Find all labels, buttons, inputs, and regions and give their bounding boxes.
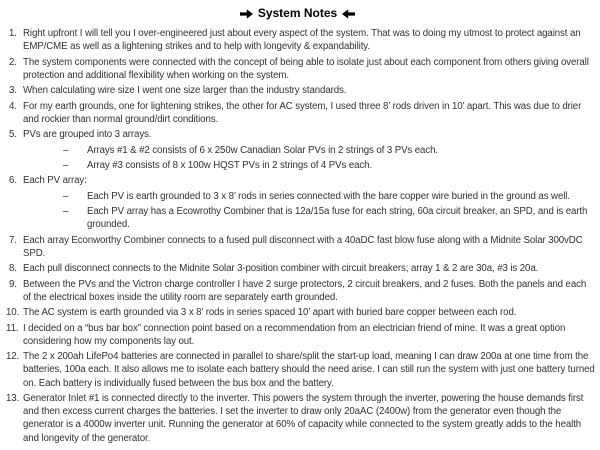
- note-number: 11.: [6, 322, 19, 334]
- note-number: 1.: [9, 28, 17, 39]
- note-subitem: [23, 190, 595, 203]
- note-item: [0, 322, 595, 348]
- note-number: 4.: [9, 100, 17, 112]
- note-item: [0, 278, 595, 304]
- note-number: 2.: [9, 56, 17, 68]
- note-subitem: [23, 144, 595, 157]
- note-text: Each PV array:: [23, 175, 87, 187]
- sub-bullet-dash: –: [63, 144, 69, 156]
- sub-text: Each PV is earth grounded to 3 x 8’ rods in series connected with the bare copper wire buried in the ground as well.: [87, 190, 570, 202]
- note-text: Each pull disconnect connects to the Midnite Solar 3-position combiner with circuit breakers; array 1 & 2 are 30a, #3 is 20a.: [23, 263, 539, 275]
- note-number: 9.: [9, 278, 17, 290]
- note-item: [0, 174, 595, 231]
- sub-bullet-dash: –: [63, 206, 69, 218]
- note-text: Between the PVs and the Victron charge controller I have 2 surge protectors, 2 circuit breakers, and 2 fuses. Both the panels and each of the electrical boxes inside the utility room are separately earth grounded.: [23, 278, 587, 303]
- note-number: 3.: [9, 85, 17, 97]
- notes-list: [0, 27, 595, 445]
- note-number: 7.: [9, 234, 17, 246]
- sub-text: Arrays #1 & #2 consists of 6 x 250w Canadian Solar PVs in 2 strings of 3 PVs each.: [87, 144, 438, 156]
- note-text: The 2 x 200ah LifePo4 batteries are connected in parallel to share/split the start-up load, meaning I can draw 200a at one time from the batteries, 100a each. It also allows me to isolate each battery should the need arise. I can still run the system with just one battery turned on. Each battery is individually fused between the bus box and the battery.: [23, 351, 595, 389]
- note-number: 10.: [6, 307, 20, 319]
- note-text: PVs are grouped into 3 arrays.: [23, 129, 152, 141]
- note-text: When calculating wire size I went one size larger than the industry standards.: [23, 85, 347, 97]
- note-item: [0, 100, 595, 126]
- note-item: [0, 306, 595, 319]
- sub-bullet-dash: –: [63, 190, 69, 202]
- note-number: 6.: [9, 175, 17, 187]
- note-text: Each array Econworthy Combiner connects to a fused pull disconnect with a 40aDC fast blow fuse along with a Midnite Solar 300vDC SPD.: [23, 234, 583, 259]
- note-item: [0, 234, 595, 260]
- note-item: [0, 27, 595, 53]
- note-number: 12.: [6, 351, 20, 363]
- note-number: 8.: [9, 263, 17, 275]
- note-item: [0, 84, 595, 97]
- note-item: [0, 262, 595, 275]
- title-text: System Notes: [257, 6, 338, 20]
- note-subitem: [23, 205, 595, 231]
- note-item: [0, 128, 595, 172]
- note-text: The system components were connected with the concept of being able to isolate just about each component from others giving overall protection and additional flexibility when working on the system.: [23, 56, 589, 81]
- note-text: Right upfront I will tell you I over-engineered just about every aspect of the system. That was to doing my utmost to protect against an EMP/CME as well as a lightening strikes and to help with longevity & expandability.: [23, 28, 581, 53]
- note-item: [0, 56, 595, 82]
- note-number: 13.: [6, 393, 20, 405]
- note-item: [0, 392, 595, 445]
- note-subitem: [23, 159, 595, 172]
- note-text: The AC system is earth grounded via 3 x 8’ rods in series spaced 10’ apart with buried bare copper between each rod.: [23, 307, 517, 319]
- note-number: 5.: [9, 129, 17, 141]
- sub-text: Each PV array has a Ecowrothy Combiner that is 12a/15a fuse for each string, 60a circuit breaker, an SPD, and is earth grounded.: [87, 206, 588, 231]
- sub-text: Array #3 consists of 8 x 100w HQST PVs in 2 strings of 4 PVs each.: [87, 159, 373, 171]
- right-arrow-icon: [240, 9, 253, 19]
- page-title: [0, 6, 595, 21]
- note-text: Generator Inlet #1 is connected directly to the inverter. This powers the system through the inverter, powering the house demands first and then excess current charges the batteries. I set the inverter to draw only 20aAC (2400w) from the generator even though the generator is a 4000w inverter unit. Running the generator at 60% of capacity while connected to the system greatly adds to the health and longevity of the generator.: [23, 393, 584, 444]
- note-text: For my earth grounds, one for lightening strikes, the other for AC system, I used three 8’ rods driven in 10’ apart. This was due to drier and rockier than normal ground/dirt conditions.: [23, 100, 582, 125]
- note-text: I decided on a “bus bar box” connection point based on a recommendation from an electrician friend of mine. It was a great option considering how my components lay out.: [23, 322, 566, 347]
- sub-bullet-dash: –: [63, 159, 69, 171]
- left-arrow-icon: [342, 9, 355, 19]
- note-item: [0, 350, 595, 390]
